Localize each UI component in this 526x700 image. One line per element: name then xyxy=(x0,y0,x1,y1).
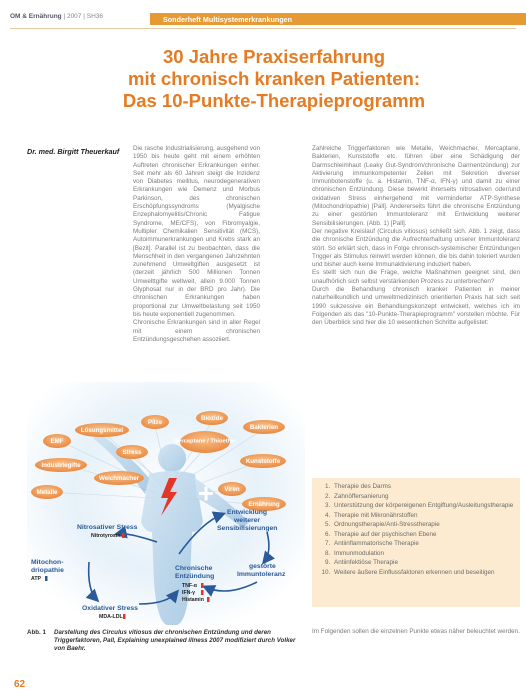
svg-text:Industriegifte: Industriegifte xyxy=(41,462,81,470)
publication-info: OM & Ernährung | 2007 | SH36 xyxy=(10,13,103,20)
gestoerte-label-1: gestörte xyxy=(249,563,276,570)
svg-text:Stress: Stress xyxy=(122,449,142,457)
publication-year: 2007 xyxy=(66,13,82,20)
gestoerte-label-2: Immuntoleranz xyxy=(237,571,286,578)
atp-label: ATP xyxy=(31,576,41,582)
title-line-3: Das 10-Punkte-Therapieprogramm xyxy=(122,90,426,111)
closing-paragraph: Im Folgenden sollen die einzelnen Punkte etwas näher beleuchtet werden. xyxy=(312,628,520,635)
list-item: 4. Therapie mit Mikronährstoffen xyxy=(332,511,516,521)
svg-text:Metalle: Metalle xyxy=(36,489,58,497)
svg-text:Bakterien: Bakterien xyxy=(249,424,279,432)
body-column-right xyxy=(312,145,520,328)
entwicklung-label-1: Entwicklung xyxy=(227,509,268,516)
nitrotyrosin-label: Nitrotyrosin xyxy=(91,533,121,539)
therapy-list xyxy=(312,478,520,577)
title-line-2: mit chronisch kranken Patienten: xyxy=(128,68,420,89)
svg-text:Mercaptane / Thioether: Mercaptane / Thioether xyxy=(173,438,237,445)
trigger-metalle xyxy=(31,485,63,499)
svg-text:EMF: EMF xyxy=(50,438,64,446)
body-column-middle xyxy=(133,145,260,344)
paragraph: Durch die Behandlung chronisch kranker Patienten in meiner naturheilkundlich und umweltmedizinisch orientierten Praxis hat sich seit 1990 sukzessive ein Behandlungskonzept entwickelt, welches ich im Folgenden als das "10-Punkte-Therapieprogramm" vorstellen möchte. Für den Überblick sind hier die 10 wesentlichen Schritte aufgelistet: xyxy=(312,286,520,327)
list-item: 5. Ordnungstherapie/Anti-Stresstherapie xyxy=(332,520,516,530)
svg-text:Weichmacher: Weichmacher xyxy=(98,475,140,483)
trigger-emf xyxy=(43,434,71,448)
trigger-biozide xyxy=(196,411,228,425)
entzuendung-label-1: Chronische xyxy=(175,565,213,572)
therapy-list-box xyxy=(312,478,520,607)
list-item: 1. Therapie des Darms xyxy=(332,482,516,492)
ifn-label: IFN-γ xyxy=(182,590,195,596)
list-item: 8. Immunmodulation xyxy=(332,549,516,559)
list-item: 9. Antiinfektiöse Therapie xyxy=(332,558,516,568)
entwicklung-label-2: weiterer xyxy=(234,517,261,524)
header-divider xyxy=(10,28,516,29)
trigger-kunststoffe xyxy=(240,454,286,468)
tnf-label: TNF-α xyxy=(182,583,198,589)
figure-diagram xyxy=(27,382,305,625)
trigger-weichmacher xyxy=(94,471,144,485)
svg-text:Ernährung: Ernährung xyxy=(248,501,280,509)
entzuendung-label-2: Entzündung xyxy=(175,573,215,580)
trigger-bakterien xyxy=(243,420,285,434)
page-header xyxy=(0,0,526,28)
oxidative-stress-label: Oxidativer Stress xyxy=(82,605,138,612)
list-item: 10. Weitere äußere Einflussfaktoren erkennen und beseitigen xyxy=(332,568,516,578)
list-item: 6. Therapie auf der psychischen Ebene xyxy=(332,530,516,540)
caption-text: Darstellung des Circulus vitiosus der chronischen Entzündung und deren Triggerfaktoren, Pall, Explaining unexplained illness 2007 modifiziert durch Volker von Baehr. xyxy=(54,629,296,652)
paragraph: Zahlreiche Triggerfaktoren wie Metalle, Weichmacher, Mercaptane, Bakterien, Kunststoffe etc. führen über eine Schädigung der Darmschleimhaut (Leaky Gut-Syndrom/chronische Darmentzündung) zur Aktivierung immunkompetenter Zellen mit Sekretion diverser Immunbotenstoffe (u. a. Histamin, TNF-α, IFN-γ) und damit zu einer chronischen Entzündung. Diese bewirkt ihrerseits nitrosativen oder/und oxidativen Stress einhergehend mit verminderter ATP-Synthese (Mitochondriopathie) [Pall]. Andererseits führt die chronische Entzündung zu einer gestörten Immuntoleranz mit Entwicklung weiterer Sensibilisierungen. (Abb. 1) [Pall]. xyxy=(312,145,520,227)
mitochondriopathie-label-2: driopathie xyxy=(31,567,64,574)
page-number: 62 xyxy=(14,679,26,690)
paragraph: Es stellt sich nun die Frage, welche Maßnahmen geeignet sind, den unaufhörlich sich selbst verstärkenden Prozess zu unterbrechen? xyxy=(312,269,520,285)
caption-label: Abb. 1 xyxy=(27,629,46,636)
section-banner xyxy=(150,13,526,25)
trigger-viren xyxy=(218,482,246,496)
paragraph: Die rasche Industrialisierung, ausgehend von 1950 bis heute geht mit einem erhöhten Auftreten chronischer Erkrankungen einher. Seit mehr als 60 Jahren steigt die Inzidenz von Diabetes mellitus, neurodegenerativen Erkrankungen wie Demenz und Morbus Parkinson, des chronischen Erschöpfungssyndroms (Myalgische Enzephalomyelitis/Chronic Fatigue Syndrome, ME/CFS), von Fibromyalgie, Multipler Chemikalien Sensitivität (MCS), Autoimmunerkrankungen und Krebs stark an [Bezit]. Parallel ist zu beobachten, dass die Menschheit in den vergangenen Jahrzehnten zunehmend Umweltgiften ausgesetzt ist (derzeit jährlich 500 Millionen Tonnen Umwelttgifte weltweit, allein 9.000 Tonnen Glyphosat nur in der BRD pro Jahr). Die chronischen Erkrankungen haben proportional zur Umweltbelastung seit 1950 bis heute exponentiell zugenommen. xyxy=(133,145,260,318)
list-item: 3. Unterstützung der körpereigenen Entgiftung/Ausleitungstherapie xyxy=(332,501,516,511)
title-line-1: 30 Jahre Praxiserfahrung xyxy=(162,46,386,67)
svg-text:Kunststoffe: Kunststoffe xyxy=(245,458,281,466)
section-title: Sonderheft Multisystemerkrankungen xyxy=(163,14,293,24)
mda-ldl-label: MDA-LDL xyxy=(99,614,123,620)
list-item: 2. Zahnöffersanierung xyxy=(332,492,516,502)
svg-text:Pilze: Pilze xyxy=(147,419,163,427)
svg-text:Viren: Viren xyxy=(224,486,240,494)
nitrosative-stress-label: Nitrosativer Stress xyxy=(77,524,138,531)
trigger-industriegifte xyxy=(35,458,87,472)
histamin-label: Histamin xyxy=(182,597,204,603)
svg-text:Lösungsmittel: Lösungsmittel xyxy=(80,427,124,435)
figure-circulus-vitiosus xyxy=(27,382,305,625)
trigger-loesungsmittel xyxy=(75,423,129,437)
svg-text:Biozide: Biozide xyxy=(200,415,224,423)
paragraph: Chronische Erkrankungen sind in aller Regel mit einem chronischen Entzündungsgeschehen assoziiert. xyxy=(133,319,260,343)
figure-caption xyxy=(27,629,305,653)
trigger-stress xyxy=(116,445,148,459)
trigger-pilze xyxy=(141,415,169,429)
author-name: Dr. med. Birgitt Theuerkauf xyxy=(27,147,120,156)
list-item: 7. Antiinflammatorische Therapie xyxy=(332,539,516,549)
article-title xyxy=(104,46,444,112)
publication-issue: SH36 xyxy=(86,13,103,20)
paragraph: Der negative Kreislauf (Circulus vitiosus) schließt sich. Abb. 1 zeigt, dass die chronische Entzündung die Aufrechterhaltung unserer Immuntoleranz stört. So erklärt sich, dass in Folge chronisch-systemischer Entzündungen Trigger als Stimulus reinwirt werden können, die bis dahin toleriert wurden und bisher auch keine Immunaktivierung induziert haben. xyxy=(312,227,520,269)
publication-name: OM & Ernährung xyxy=(10,13,62,20)
entwicklung-label-3: Sensibilisierungen xyxy=(217,525,278,532)
mitochondriopathie-label-1: Mitochon- xyxy=(31,559,64,566)
